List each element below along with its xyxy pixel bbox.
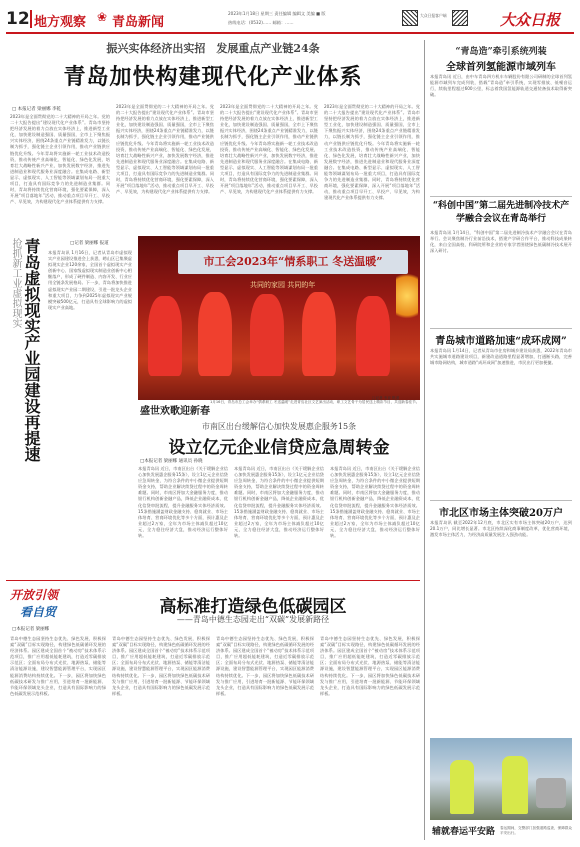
date-line: 2023年1月18日 星期三 责任编辑 编辑文 美编 ■ 版 xyxy=(228,11,326,16)
s3-headline: 青岛城市道路加速“成环成网” xyxy=(435,336,567,347)
lead-body-col2: 2023年是全面贯彻党的二十大精神的开局之年。党的二十大报告提出“建设现代化产业体系”。青岛市坚持把经济发展的着力点放在实体经济上，推进新型工业化，加快建设制造强国、质量强国，全市上下聚焦振兴实体经济，围绕24条重点产业链精准发力，以链长制为抓手，强化链主企业引领作用，推动产业链供应链优化升级。今年青岛将实施新一轮工业技术改造投资，推动传统产业高端化、智能化、绿色化发展，培育壮大战略性新兴产业，加快发展数字经济，推进先进制造业和现代服务业深度融合。在集成电路、新型显示、虚拟现实、人工智能等领域谋划布局一批重大项目，打造具有国际竞争力的先进制造业集群。同时，青岛将持续优化营商环境，强化要素保障，深入开展“项目落地年”活动，推动重点项目早开工、早投产、早见效，为构建现代化产业体系提供有力支撑。 xyxy=(116,104,214,195)
column-divider xyxy=(424,40,425,840)
green-body-col3: 青岛中德生态园坚持生态优先、绿色发展，积极探索“双碳”目标实现路径，构建绿色低碳循环发展的经济体系。园区建成全国首个“被动房”技术体系示范项目，推广应用超低能耗建筑，打造近零碳排放示范区；全面布局分布式光伏、地源热泵、储能等清洁能源设施，建设智慧能源管理平台，实现园区能源消费结构持续优化。下一步，园区将加快绿色低碳技术研发与推广应用，引进培育一批新能源、节能环保领域龙头企业，打造具有国际影响力的绿色低碳发展示范样板。 xyxy=(216,636,314,696)
story-divider xyxy=(430,196,572,197)
qr-code-icon xyxy=(452,10,468,26)
vr-side-label-text: 抢抓新工业虚拟现实 xyxy=(10,238,21,328)
green-subtitle: ——青岛中德生态园走出“双碳”发展新路径 xyxy=(176,615,330,624)
credit-kicker: 市南区出台缓解信心加快发展惠企服务15条 xyxy=(201,422,357,431)
dancer xyxy=(302,292,336,376)
photo-credit: □记者 韦亚 报道 xyxy=(372,396,400,400)
stage-banner-text: 市工会2023年“情系职工 冬送温暖” xyxy=(203,255,383,268)
vr-byline: □记者 梁丽娜 报道 xyxy=(70,241,109,246)
green-body-col2: 青岛中德生态园坚持生态优先、绿色发展，积极探索“双碳”目标实现路径，构建绿色低碳循环发展的经济体系。园区建成全国首个“被动房”技术体系示范项目，推广应用超低能耗建筑，打造近零碳排放示范区；全面布局分布式光伏、地源热泵、储能等清洁能源设施，建设智慧能源管理平台，实现园区能源消费结构持续优化。下一步，园区将加快绿色低碳技术研发与推广应用，引进培育一批新能源、节能环保领域龙头企业，打造具有国际影响力的绿色低碳发展示范样板。 xyxy=(112,636,210,696)
s1-body: 本报青岛讯 近日，由中车青岛四方机车车辆股份有限公司研制的全球首列氢能源市域列车完成列装，搭载“青岛造”牵引系统，实现零排放、低噪音运行，续航里程超过600公里，标志着我国氢能源轨道交通装备技术取得新突破。 xyxy=(430,74,572,98)
fan-prop xyxy=(396,266,418,326)
s3-body: 本报青岛讯 1月14日，记者从青岛市住房和城乡建设局获悉，2022年青岛市共实施城市道路建设项目，新建改造道路里程显著增加，打通断头路，完善城市路网结构，城市道路“成环成网”加速推进，市民出行更加便捷。 xyxy=(430,348,572,366)
lead-kicker: 振兴实体经济出实招 发展重点产业链24条 xyxy=(106,42,320,55)
section-rule xyxy=(6,580,420,581)
performance-photo xyxy=(138,236,420,400)
officer-figure xyxy=(450,760,474,814)
photo-title: 盛世欢歌迎新春 xyxy=(140,406,210,417)
city-column: 青岛新闻 xyxy=(112,15,165,30)
story-divider xyxy=(430,500,572,501)
credit-body-col2: 本报青岛讯 近日，市南区出台《关于缓解企业信心加快发展惠企服务15条》，设立1亿元企业信贷应急周转金，为符合条件的中小微企业提供短期资金支持，帮助企业解决续贷过程中的资金周转难题。同时，市南区将加大金融服务力度，推动银行机构创新金融产品，降低企业融资成本，优化信贷审批流程，提升金融服务实体经济质效。15条措施涵盖财政金融支持、稳岗就业、市场主体培育、营商环境优化等多个方面，预计惠及企业超过2万家，全年为市场主体减负超过10亿元，全力稳住经济大盘，推动经济运行整体好转。 xyxy=(234,466,324,539)
lead-body-col1: 2023年是全面贯彻党的二十大精神的开局之年。党的二十大报告提出“建设现代化产业体系”。青岛市坚持把经济发展的着力点放在实体经济上，推进新型工业化，加快建设制造强国、质量强国，全市上下聚焦振兴实体经济，围绕24条重点产业链精准发力，以链长制为抓手，强化链主企业引领作用，推动产业链供应链优化升级。今年青岛将实施新一轮工业技术改造投资，推动传统产业高端化、智能化、绿色化发展，培育壮大战略性新兴产业，加快发展数字经济，推进先进制造业和现代服务业深度融合。在集成电路、新型显示、虚拟现实、人工智能等领域谋划布局一批重大项目，打造具有国际竞争力的先进制造业集群。同时，青岛将持续优化营商环境，强化要素保障，深入开展“项目落地年”活动，推动重点项目早开工、早投产、早见效，为构建现代化产业体系提供有力支撑。 xyxy=(10,114,110,205)
qr-label: 大众日报客户端 xyxy=(420,13,447,18)
vehicle xyxy=(536,778,566,808)
s2-headline: “科创中国”第二届先进制冷技术产学融合会议在青岛举行 xyxy=(432,201,570,224)
credit-body-col1: 本报青岛讯 近日，市南区出台《关于缓解企业信心加快发展惠企服务15条》，设立1亿元企业信贷应急周转金，为符合条件的中小微企业提供短期资金支持，帮助企业解决续贷过程中的资金周转难题。同时，市南区将加大金融服务力度，推动银行机构创新金融产品，降低企业融资成本，优化信贷审批流程，提升金融服务实体经济质效。15条措施涵盖财政金融支持、稳岗就业、市场主体培育、营商环境优化等多个方面，预计惠及企业超过2万家，全年为市场主体减负超过10亿元，全力稳住经济大盘，推动经济运行整体好转。 xyxy=(138,466,228,539)
s1-kicker: “青岛造”牵引系统列装 xyxy=(455,47,547,57)
masthead-rule xyxy=(6,32,574,34)
section-name: 地方观察 xyxy=(34,15,87,30)
s1-headline: 全球首列氢能源市域列车 xyxy=(446,62,556,73)
dancer xyxy=(356,296,390,376)
dancer xyxy=(198,292,232,376)
green-body-col1: 青岛中德生态园坚持生态优先、绿色发展，积极探索“双碳”目标实现路径，构建绿色低碳循环发展的经济体系。园区建成全国首个“被动房”技术体系示范项目，推广应用超低能耗建筑，打造近零碳排放示范区；全面布局分布式光伏、地源热泵、储能等清洁能源设施，建设智慧能源管理平台，实现园区能源消费结构持续优化。下一步，园区将加快绿色低碳技术研发与推广应用，引进培育一批新能源、节能环保领域龙头企业，打造具有国际影响力的绿色低碳发展示范样板。 xyxy=(10,636,106,696)
vr-headline: 青岛虚拟现实产业园建设再提速 xyxy=(22,238,41,462)
photo-caption: 1月16日，青岛市总工会举办“情系职工 冬送温暖”走进青岛社区文艺演出活动，职工文艺骨干为居民送上精彩节目，共迎新春佳节。 xyxy=(210,400,420,404)
divider xyxy=(30,10,32,28)
s5-caption: 辅就春运平安路 xyxy=(432,827,496,837)
s4-headline: 市北区市场主体突破20万户 xyxy=(439,508,563,519)
green-byline: □本报记者 梁丽娜 xyxy=(12,627,50,632)
s2-body: 本报青岛讯 1月14日，“科创中国”第二届先进制冷技术产学融合会议在青岛举行。会议聚焦制冷行业前沿技术，搭建产学研合作平台，推动科技成果转化，来自全国高校、科研院所和企业的专家学者围绕绿色低碳制冷技术展开深入研讨。 xyxy=(430,230,572,254)
paper-logo: 大众日报 xyxy=(500,11,561,29)
lead-byline: □ 本报记者 梁丽娜 李乾 xyxy=(12,107,62,112)
story-divider xyxy=(430,328,572,329)
qr-code-icon xyxy=(402,10,418,26)
stage-banner-sub: 共同的家园 共同的年 xyxy=(250,281,316,289)
traffic-police-photo xyxy=(430,738,572,820)
stage-banner xyxy=(178,250,408,274)
officer-figure xyxy=(502,756,528,814)
vr-side-label xyxy=(8,238,20,458)
lead-body-col4: 2023年是全面贯彻党的二十大精神的开局之年。党的二十大报告提出“建设现代化产业体系”。青岛市坚持把经济发展的着力点放在实体经济上，推进新型工业化，加快建设制造强国、质量强国，全市上下聚焦振兴实体经济，围绕24条重点产业链精准发力，以链长制为抓手，强化链主企业引领作用，推动产业链供应链优化升级。今年青岛将实施新一轮工业技术改造投资，推动传统产业高端化、智能化、绿色化发展，培育壮大战略性新兴产业，加快发展数字经济，推进先进制造业和现代服务业深度融合。在集成电路、新型显示、虚拟现实、人工智能等领域谋划布局一批重大项目，打造具有国际竞争力的先进制造业集群。同时，青岛将持续优化营商环境，强化要素保障，深入开展“项目落地年”活动，推动重点项目早开工、早投产、早见效，为构建现代化产业体系提供有力支撑。 xyxy=(324,104,420,201)
feature-badge xyxy=(10,586,82,620)
badge-line2: 看自贸 xyxy=(20,605,57,619)
credit-byline: □本报记者 梁丽娜 通讯员 孙晓 xyxy=(140,459,203,464)
green-headline: 高标准打造绿色低碳园区 xyxy=(159,597,347,617)
credit-headline: 设立亿元企业信贷应急周转金 xyxy=(168,438,390,458)
contact-line: 热线电话：(0532)…… 邮箱：…… xyxy=(228,20,294,25)
badge-line1: 开放引领 xyxy=(10,588,59,602)
credit-body-col3: 本报青岛讯 近日，市南区出台《关于缓解企业信心加快发展惠企服务15条》，设立1亿元企业信贷应急周转金，为符合条件的中小微企业提供短期资金支持，帮助企业解决续贷过程中的资金周转难题。同时，市南区将加大金融服务力度，推动银行机构创新金融产品，降低企业融资成本，优化信贷审批流程，提升金融服务实体经济质效。15条措施涵盖财政金融支持、稳岗就业、市场主体培育、营商环境优化等多个方面，预计惠及企业超过2万家，全年为市场主体减负超过10亿元，全力稳住经济大盘，推动经济运行整体好转。 xyxy=(330,466,420,539)
vr-headline-box xyxy=(22,238,42,498)
s4-body: 本报青岛讯 截至2022年12月底，市北区实有市场主体突破20万户，达到20.1万户，同比增长显著。市北区持续深化商事制度改革，优化营商环境，激发市场主体活力，为经济高质量发展注入强劲动能。 xyxy=(430,520,572,538)
lead-body-col3: 2023年是全面贯彻党的二十大精神的开局之年。党的二十大报告提出“建设现代化产业体系”。青岛市坚持把经济发展的着力点放在实体经济上，推进新型工业化，加快建设制造强国、质量强国，全市上下聚焦振兴实体经济，围绕24条重点产业链精准发力，以链长制为抓手，强化链主企业引领作用，推动产业链供应链优化升级。今年青岛将实施新一轮工业技术改造投资，推动传统产业高端化、智能化、绿色化发展，培育壮大战略性新兴产业，加快发展数字经济，推进先进制造业和现代服务业深度融合。在集成电路、新型显示、虚拟现实、人工智能等领域谋划布局一批重大项目，打造具有国际竞争力的先进制造业集群。同时，青岛将持续优化营商环境，强化要素保障，深入开展“项目落地年”活动，推动重点项目早开工、早投产、早见效，为构建现代化产业体系提供有力支撑。 xyxy=(220,104,318,195)
city-emblem-icon: ❀ xyxy=(97,10,108,24)
green-body-col4: 青岛中德生态园坚持生态优先、绿色发展，积极探索“双碳”目标实现路径，构建绿色低碳循环发展的经济体系。园区建成全国首个“被动房”技术体系示范项目，推广应用超低能耗建筑，打造近零碳排放示范区；全面布局分布式光伏、地源热泵、储能等清洁能源设施，建设智慧能源管理平台，实现园区能源消费结构持续优化。下一步，园区将加快绿色低碳技术研发与推广应用，引进培育一批新能源、节能环保领域龙头企业，打造具有国际影响力的绿色低碳发展示范样板。 xyxy=(320,636,420,696)
masthead xyxy=(6,8,574,32)
dancer xyxy=(250,294,284,376)
s5-body: 春运期间，交警部门加强道路巡查，保障群众平安出行。 xyxy=(500,826,572,835)
dancer xyxy=(148,296,182,376)
vr-body: 本报青岛讯 1月16日，记者从青岛市虚拟现实产业园建设推进会上获悉，崂山区已集聚虚拟现实企业120余家，全国首个虚拟现实产业创新中心、国家级虚拟现实制造业创新中心相继落户，形成了硬件制造、内容开发、行业应用全链条发展格局。下一步，青岛将加快推进虚拟现实产业园二期建设，引进一批龙头企业和重大项目，力争到2025年虚拟现实产业规模突破500亿元，打造具有全球影响力的虚拟现实产业高地。 xyxy=(48,250,132,310)
page-number: 12 xyxy=(6,9,30,29)
lead-headline: 青岛加快构建现代化产业体系 xyxy=(63,64,363,90)
lead-article xyxy=(6,40,420,91)
